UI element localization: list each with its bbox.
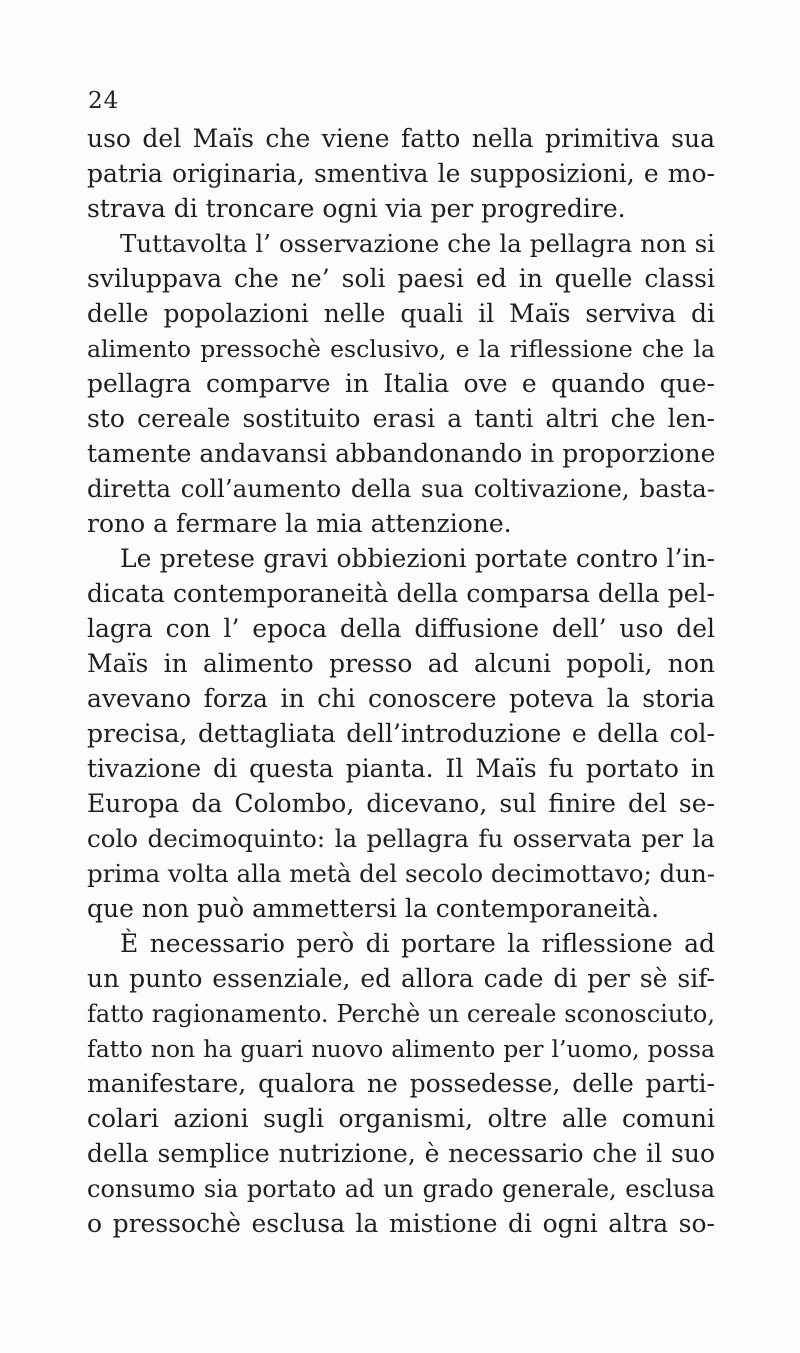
text-line: sviluppava che ne’ soli paesi ed in quelle classi — [87, 264, 715, 293]
text-line: fatto non ha guari nuovo alimento per l’uomo, possa — [87, 1035, 715, 1063]
text-line: colo decimoquinto: la pellagra fu osservata per la — [87, 824, 715, 853]
text-line: uso del Maïs che viene fatto nella primitiva sua — [87, 124, 715, 153]
text-line: Maïs in alimento presso ad alcuni popoli, non — [87, 649, 715, 678]
text-line: dicata contemporaneità della comparsa della pel- — [87, 579, 715, 608]
text-line: Le pretese gravi obbiezioni portate contro l’in- — [120, 544, 715, 573]
text-line: lagra con l’ epoca della diffusione dell’ uso del — [87, 614, 715, 643]
text-line: fatto ragionamento. Perchè un cereale sconosciuto, — [87, 1000, 715, 1028]
text-line: Europa da Colombo, dicevano, sul finire del se- — [87, 789, 715, 818]
text-line: avevano forza in chi conoscere poteva la storia — [87, 684, 715, 713]
text-line: strava di troncare ogni via per progredire. — [87, 194, 626, 223]
text-line: È necessario però di portare la riflessione ad — [120, 929, 715, 958]
text-line: patria originaria, smentiva le supposizioni, e mo- — [87, 159, 715, 188]
text-line: tamente andavansi abbandonando in proporzione — [87, 439, 716, 468]
text-line: sto cereale sostituito erasi a tanti altri che len- — [87, 404, 715, 433]
text-line: della semplice nutrizione, è necessario che il suo — [87, 1139, 715, 1168]
text-line: un punto essenziale, ed allora cade di per sè sif- — [87, 964, 715, 993]
text-line: consumo sia portato ad un grado generale, esclusa — [87, 1175, 715, 1203]
text-line: rono a fermare la mia attenzione. — [87, 509, 512, 538]
page-number: 24 — [88, 88, 120, 114]
text-line: Tuttavolta l’ osservazione che la pellagra non si — [120, 229, 715, 258]
text-line: que non può ammettersi la contemporaneità. — [87, 894, 660, 923]
text-line: alimento pressochè esclusivo, e la riflessione che la — [87, 335, 715, 363]
text-line: o pressochè esclusa la mistione di ogni altra so- — [87, 1209, 715, 1238]
text-line: delle popolazioni nelle quali il Maïs serviva di — [87, 299, 715, 328]
text-line: colari azioni sugli organismi, oltre alle comuni — [87, 1104, 715, 1133]
text-line: precisa, dettagliata dell’introduzione e della col- — [87, 719, 715, 748]
text-line: pellagra comparve in Italia ove e quando que- — [87, 369, 715, 398]
text-line: manifestare, qualora ne possedesse, delle parti- — [87, 1069, 715, 1098]
text-line: prima volta alla metà del secolo decimottavo; dun- — [87, 859, 716, 888]
text-line: tivazione di questa pianta. Il Maïs fu portato in — [87, 754, 715, 783]
text-line: diretta coll’aumento della sua coltivazione, basta- — [87, 474, 715, 503]
